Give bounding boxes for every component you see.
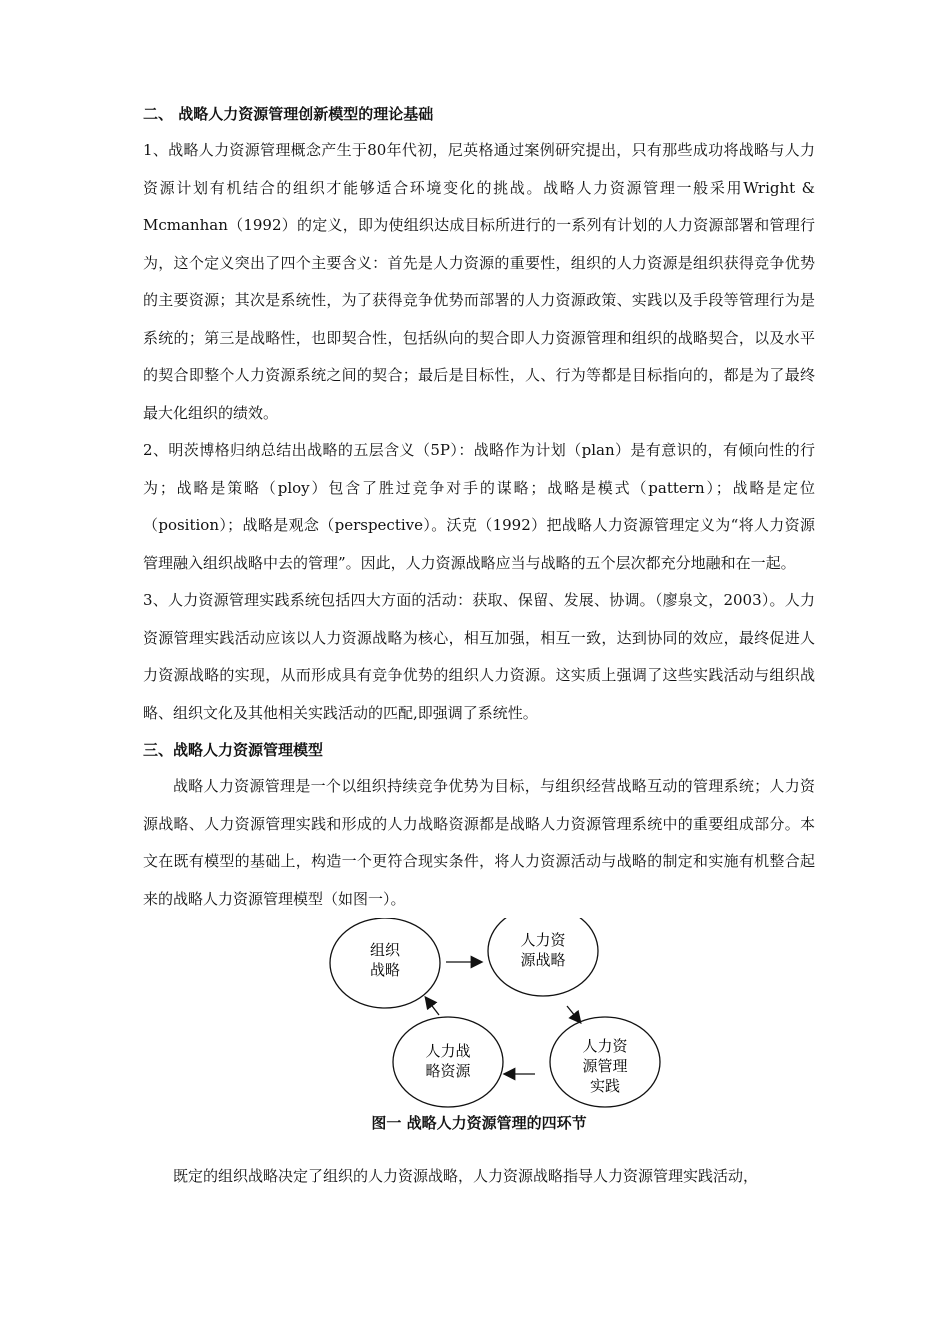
arrow-resource-to-org (426, 998, 439, 1015)
node-hr-practice-line-1: 人力资 (582, 1037, 628, 1055)
section-2-paragraph-2: 2、明茨博格归纳总结出战略的五层含义（5P）：战略作为计划（plan）是有意识的，有倾向性的行为；战略是策略（ploy）包含了胜过竞争对手的谋略；战略是模式（pattern）；战略是定位（position）；战略是观念（perspective）。沃克（1992）把战略人力资源管理定义为“将人力资源管理融入组织战略中去的管理”。因此，人力资源战略应当与战略的五个层次都充分地融和在一起。 (143, 441, 815, 572)
node-hr-resource-line-1: 人力战 (425, 1042, 471, 1060)
section-2-paragraph-1: 1、战略人力资源管理概念产生于80年代初，尼英格通过案例研究提出，只有那些成功将战略与人力资源计划有机结合的组织才能够适合环境变化的挑战。战略人力资源管理一般采用Wright & Mcmanhan（1992）的定义，即为使组织达成目标所进行的一系列有计划的人力资源部署和管理行为，这个定义突出了四个主要含义：首先是人力资源的重要性，组织的人力资源是组织获得竞争优势的主要资源；其次是系统性，为了获得竞争优势而部署的人力资源政策、实践以及手段等管理行为是系统的；第三是战略性，也即契合性，包括纵向的契合即人力资源管理和组织的战略契合，以及水平的契合即整个人力资源系统之间的契合；最后是目标性，人、行为等都是目标指向的，都是为了最终最大化组织的绩效。 (143, 141, 815, 422)
node-hr-practice (550, 1017, 660, 1107)
node-hr-practice-line-3: 实践 (589, 1077, 621, 1095)
node-hr-practice-line-2: 源管理 (582, 1057, 628, 1075)
node-hr-strategy (488, 918, 598, 996)
section-3-heading: 三、战略人力资源管理模型 (143, 741, 324, 759)
document-body (143, 96, 815, 1196)
node-hr-strategy-line-1: 人力资 (520, 931, 566, 949)
figure-caption: 图一 战略人力资源管理的四环节 (371, 1114, 587, 1132)
section-3-paragraph-1: 战略人力资源管理是一个以组织持续竞争优势为目标，与组织经营战略互动的管理系统；人力资源战略、人力资源管理实践和形成的人力战略资源都是战略人力资源管理系统中的重要组成部分。本文在既有模型的基础上，构造一个更符合现实条件，将人力资源活动与战略的制定和实施有机整合起来的战略人力资源管理模型（如图一）。 (143, 777, 815, 908)
section-2-paragraph-3: 3、人力资源管理实践系统包括四大方面的活动：获取、保留、发展、协调。（廖泉文，2003）。人力资源管理实践活动应该以人力资源战略为核心，相互加强，相互一致，达到协同的效应，最终促进人力资源战略的实现，从而形成具有竞争优势的组织人力资源。这实质上强调了这些实践活动与组织战略、组织文化及其他相关实践活动的匹配,即强调了系统性。 (143, 591, 815, 722)
figure-four-stages (143, 918, 815, 1158)
node-hr-strategy-line-2: 源战略 (520, 951, 566, 969)
arrow-hr-strategy-to-practice (567, 1006, 580, 1022)
node-org-strategy-line-2: 战略 (369, 961, 401, 979)
node-org-strategy (330, 918, 440, 1008)
section-2-heading: 二、 战略人力资源管理创新模型的理论基础 (143, 105, 434, 123)
node-hr-resource (393, 1017, 503, 1107)
node-hr-resource-line-2: 略资源 (425, 1062, 471, 1080)
after-figure-paragraph: 既定的组织战略决定了组织的人力资源战略，人力资源战略指导人力资源管理实践活动， (173, 1167, 759, 1185)
node-org-strategy-line-1: 组织 (369, 941, 401, 959)
